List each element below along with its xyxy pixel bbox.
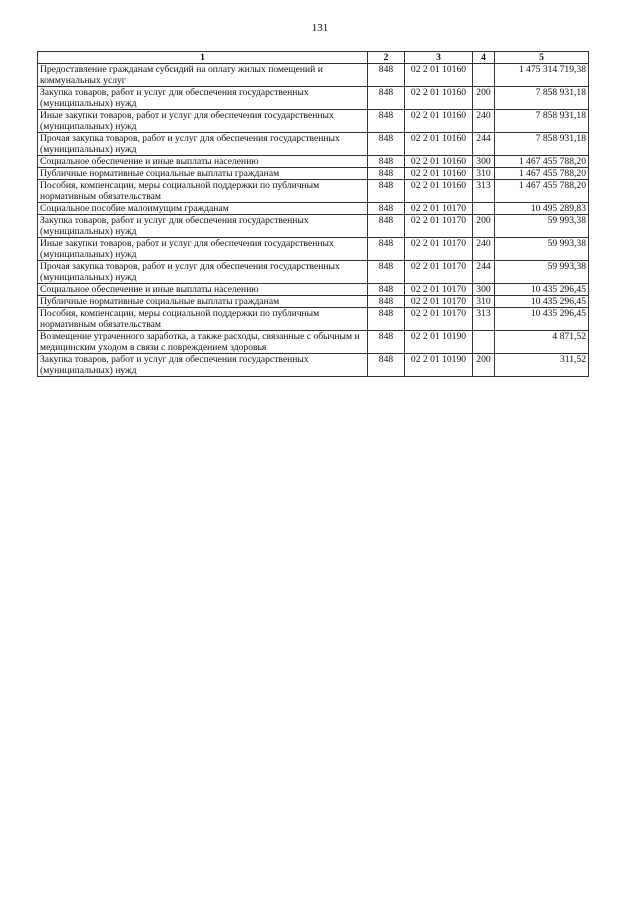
row-col-2-cell: 848 [368,203,405,215]
row-col-2-cell: 848 [368,110,405,133]
row-amount-cell: 4 871,52 [495,331,589,354]
header-col-5: 5 [495,52,589,64]
row-amount-cell: 10 495 289,83 [495,203,589,215]
row-col-2-cell: 848 [368,133,405,156]
row-col-3-cell: 02 2 01 10170 [405,238,473,261]
row-amount-cell: 10 435 296,45 [495,284,589,296]
row-name-cell: Закупка товаров, работ и услуг для обеспечения государственных (муниципальных) нужд [38,87,368,110]
row-col-3-cell: 02 2 01 10190 [405,331,473,354]
row-name-cell: Публичные нормативные социальные выплаты гражданам [38,168,368,180]
table-row [38,133,589,156]
row-name-cell: Предоставление гражданам субсидий на оплату жилых помещений и коммунальных услуг [38,64,368,87]
row-col-3-cell: 02 2 01 10170 [405,203,473,215]
row-col-4-cell: 240 [473,110,495,133]
row-amount-cell: 59 993,38 [495,238,589,261]
table-row [38,296,589,308]
row-col-4-cell: 200 [473,354,495,377]
row-name-cell: Иные закупки товаров, работ и услуг для обеспечения государственных (муниципальных) нужд [38,238,368,261]
header-col-2: 2 [368,52,405,64]
table-row [38,168,589,180]
row-col-4-cell: 244 [473,261,495,284]
row-name-cell: Закупка товаров, работ и услуг для обеспечения государственных (муниципальных) нужд [38,354,368,377]
header-col-3: 3 [405,52,473,64]
row-col-4-cell: 310 [473,168,495,180]
row-col-3-cell: 02 2 01 10160 [405,168,473,180]
row-amount-cell: 7 858 931,18 [495,87,589,110]
table-row [38,354,589,377]
row-amount-cell: 59 993,38 [495,215,589,238]
row-col-4-cell [473,331,495,354]
row-amount-cell: 7 858 931,18 [495,133,589,156]
row-col-4-cell: 313 [473,308,495,331]
row-col-4-cell [473,203,495,215]
row-col-4-cell: 300 [473,156,495,168]
row-col-4-cell: 240 [473,238,495,261]
row-name-cell: Прочая закупка товаров, работ и услуг для обеспечения государственных (муниципальных) нужд [38,261,368,284]
row-name-cell: Социальное пособие малоимущим гражданам [38,203,368,215]
row-amount-cell: 10 435 296,45 [495,296,589,308]
table-row [38,261,589,284]
budget-table [37,51,589,377]
row-col-3-cell: 02 2 01 10160 [405,64,473,87]
row-amount-cell: 1 467 455 788,20 [495,180,589,203]
header-row [38,52,589,64]
row-name-cell: Возмещение утраченного заработка, а также расходы, связанные с обычным и медицинским уходом в связи с повреждением здоровья [38,331,368,354]
table-body [38,64,589,377]
row-col-2-cell: 848 [368,156,405,168]
row-name-cell: Иные закупки товаров, работ и услуг для обеспечения государственных (муниципальных) нужд [38,110,368,133]
row-col-2-cell: 848 [368,238,405,261]
row-name-cell: Социальное обеспечение и иные выплаты населению [38,156,368,168]
header-col-1: 1 [38,52,368,64]
row-amount-cell: 1 467 455 788,20 [495,168,589,180]
row-col-3-cell: 02 2 01 10170 [405,261,473,284]
row-col-3-cell: 02 2 01 10160 [405,87,473,110]
row-col-2-cell: 848 [368,354,405,377]
row-amount-cell: 10 435 296,45 [495,308,589,331]
table-row [38,156,589,168]
table-row [38,308,589,331]
row-col-2-cell: 848 [368,180,405,203]
page-number: 131 [311,22,329,34]
row-col-3-cell: 02 2 01 10170 [405,296,473,308]
row-name-cell: Пособия, компенсации, меры социальной поддержки по публичным нормативным обязательствам [38,180,368,203]
row-col-3-cell: 02 2 01 10170 [405,308,473,331]
row-col-3-cell: 02 2 01 10170 [405,215,473,238]
row-col-4-cell [473,64,495,87]
row-amount-cell: 59 993,38 [495,261,589,284]
row-col-4-cell: 200 [473,87,495,110]
row-name-cell: Закупка товаров, работ и услуг для обеспечения государственных (муниципальных) нужд [38,215,368,238]
row-name-cell: Публичные нормативные социальные выплаты гражданам [38,296,368,308]
row-col-2-cell: 848 [368,284,405,296]
table-row [38,64,589,87]
row-name-cell: Пособия, компенсации, меры социальной поддержки по публичным нормативным обязательствам [38,308,368,331]
row-col-4-cell: 244 [473,133,495,156]
table-row [38,203,589,215]
row-col-3-cell: 02 2 01 10160 [405,156,473,168]
row-col-3-cell: 02 2 01 10160 [405,133,473,156]
row-name-cell: Социальное обеспечение и иные выплаты населению [38,284,368,296]
row-name-cell: Прочая закупка товаров, работ и услуг для обеспечения государственных (муниципальных) нужд [38,133,368,156]
row-col-3-cell: 02 2 01 10170 [405,284,473,296]
row-col-3-cell: 02 2 01 10190 [405,354,473,377]
row-col-4-cell: 310 [473,296,495,308]
row-amount-cell: 7 858 931,18 [495,110,589,133]
row-amount-cell: 311,52 [495,354,589,377]
row-col-2-cell: 848 [368,296,405,308]
row-col-2-cell: 848 [368,331,405,354]
table-row [38,238,589,261]
row-amount-cell: 1 475 314 719,38 [495,64,589,87]
row-col-2-cell: 848 [368,261,405,284]
row-col-2-cell: 848 [368,308,405,331]
row-col-4-cell: 313 [473,180,495,203]
row-col-2-cell: 848 [368,87,405,110]
table-row [38,87,589,110]
row-col-3-cell: 02 2 01 10160 [405,180,473,203]
table-row [38,180,589,203]
row-amount-cell: 1 467 455 788,20 [495,156,589,168]
row-col-3-cell: 02 2 01 10160 [405,110,473,133]
header-col-4: 4 [473,52,495,64]
row-col-2-cell: 848 [368,64,405,87]
row-col-4-cell: 300 [473,284,495,296]
row-col-4-cell: 200 [473,215,495,238]
table-row [38,331,589,354]
table-row [38,215,589,238]
row-col-2-cell: 848 [368,215,405,238]
row-col-2-cell: 848 [368,168,405,180]
table-row [38,110,589,133]
table-row [38,284,589,296]
